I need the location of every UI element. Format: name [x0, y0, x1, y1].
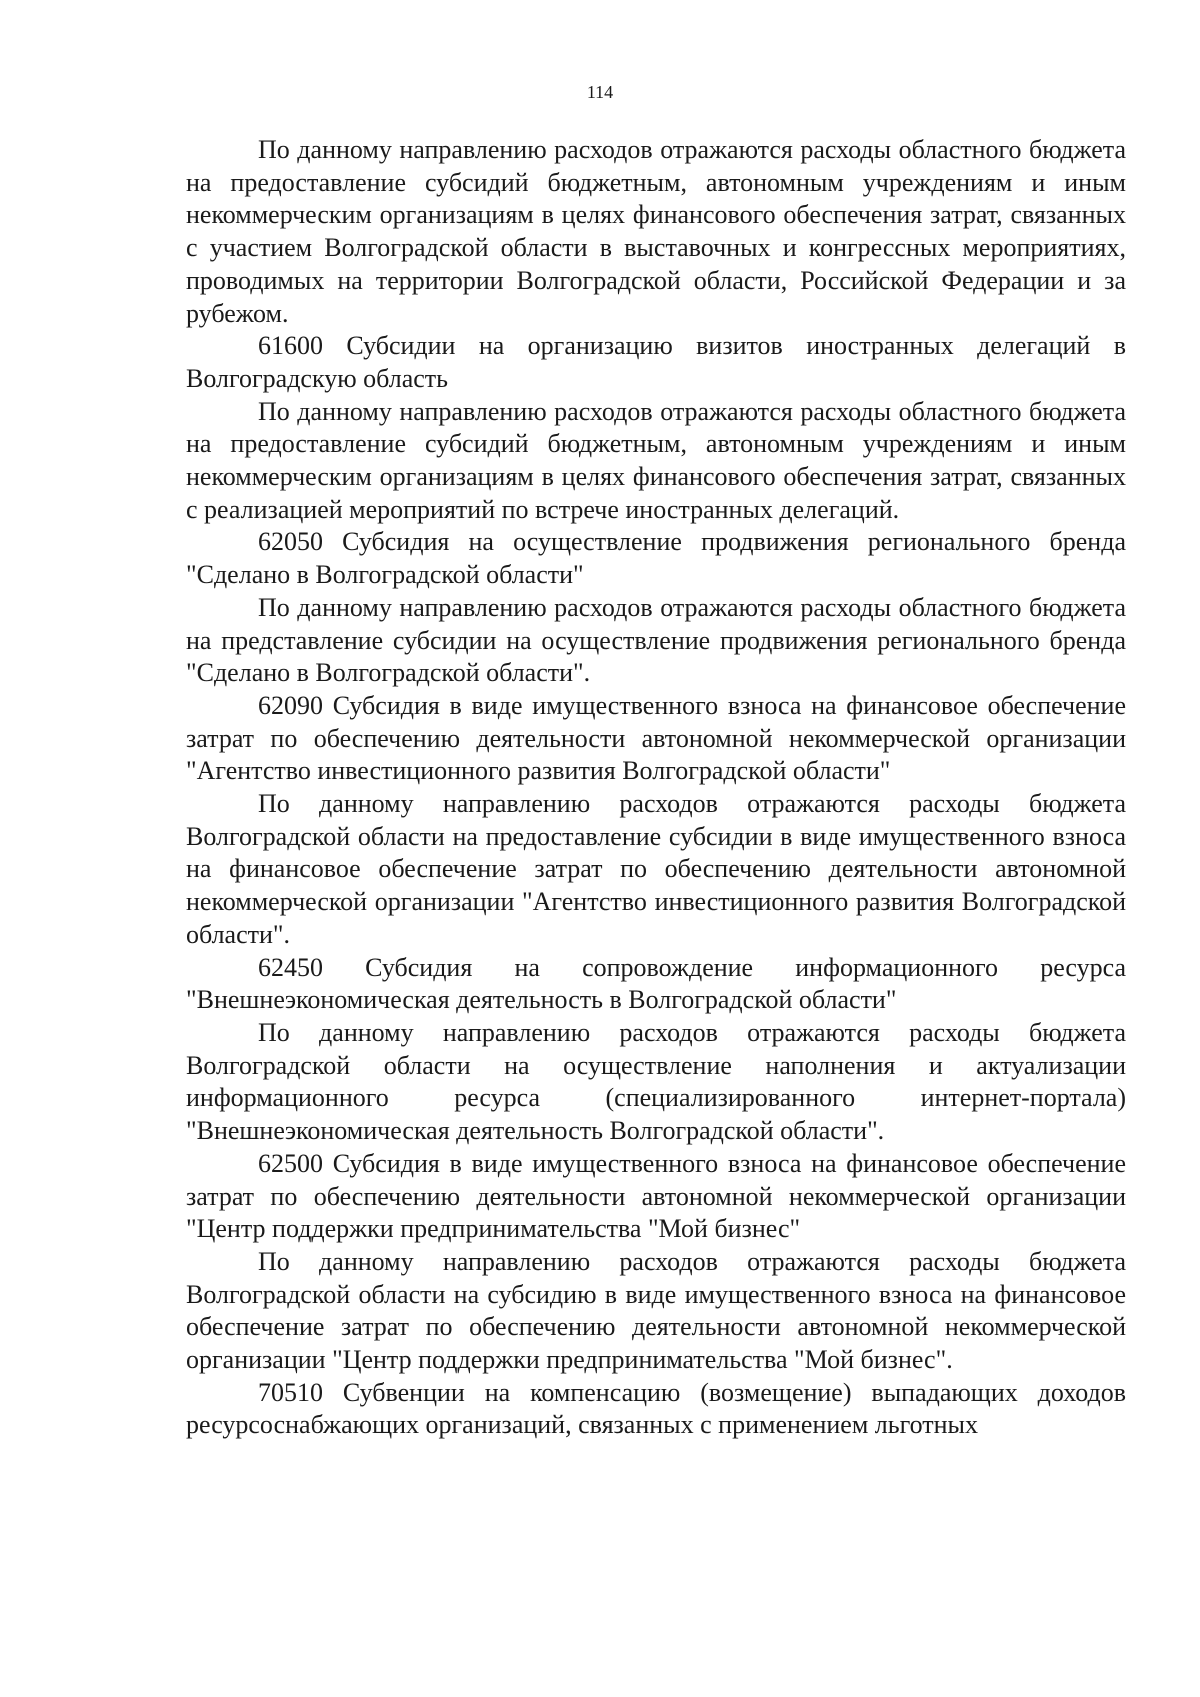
- section-heading-62050: 62050 Субсидия на осуществление продвижения регионального бренда "Сделано в Волгоградской области": [186, 527, 1126, 590]
- paragraph: По данному направлению расходов отражаются расходы областного бюджета на предоставление субсидий бюджетным, автономным учреждениям и иным некоммерческим организациям в целях финансового обеспечения затрат, связанных с участием Волгоградской области в выставочных и конгрессных мероприятиях, проводимых на территории Волгоградской области, Российской Федерации и за рубежом.: [186, 135, 1126, 328]
- paragraph: По данному направлению расходов отражаются расходы областного бюджета на предоставление субсидий бюджетным, автономным учреждениям и иным некоммерческим организациям в целях финансового обеспечения затрат, связанных с реализацией мероприятий по встрече иностранных делегаций.: [186, 396, 1126, 524]
- paragraph: По данному направлению расходов отражаются расходы бюджета Волгоградской области на субсидию в виде имущественного взноса на финансовое обеспечение затрат по обеспечению деятельности автономной некоммерческой организации "Центр поддержки предпринимательства "Мой бизнес".: [186, 1246, 1126, 1375]
- paragraph: По данному направлению расходов отражаются расходы бюджета Волгоградской области на предоставление субсидии в виде имущественного взноса на финансовое обеспечение затрат по обеспечению деятельности автономной некоммерческой организации "Агентство инвестиционного развития Волгоградской области".: [186, 789, 1126, 949]
- section-heading-61600: 61600 Субсидии на организацию визитов иностранных делегаций в Волгоградскую область: [186, 331, 1126, 393]
- document-body: [186, 134, 1126, 1442]
- paragraph: По данному направлению расходов отражаются расходы бюджета Волгоградской области на осуществление наполнения и актуализации информационного ресурса (специализированного интернет-портала) "Внешнеэкономическая деятельность Волгоградской области".: [186, 1017, 1126, 1146]
- section-heading-62500: 62500 Субсидия в виде имущественного взноса на финансовое обеспечение затрат по обеспечению деятельности автономной некоммерческой организации "Центр поддержки предпринимательства "Мой бизнес": [186, 1148, 1126, 1244]
- page-number: 114: [586, 82, 614, 102]
- paragraph: По данному направлению расходов отражаются расходы областного бюджета на представление субсидии на осуществление продвижения регионального бренда "Сделано в Волгоградской области".: [186, 592, 1126, 688]
- section-heading-70510: 70510 Субвенции на компенсацию (возмещение) выпадающих доходов ресурсоснабжающих организаций, связанных с применением льготных: [186, 1377, 1126, 1440]
- section-heading-62090: 62090 Субсидия в виде имущественного взноса на финансовое обеспечение затрат по обеспечению деятельности автономной некоммерческой организации "Агентство инвестиционного развития Волгоградской области": [186, 690, 1126, 786]
- section-heading-62450: 62450 Субсидия на сопровождение информационного ресурса "Внешнеэкономическая деятельность в Волгоградской области": [186, 952, 1126, 1015]
